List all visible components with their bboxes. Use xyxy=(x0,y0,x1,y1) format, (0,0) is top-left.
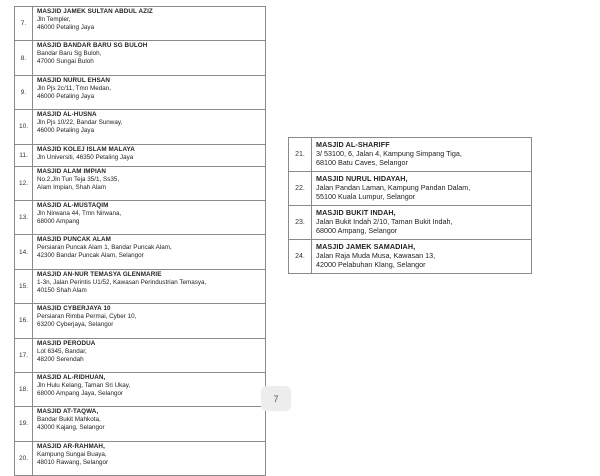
address-line: 47000 Sungai Buloh xyxy=(37,58,94,66)
row-number: 21. xyxy=(289,138,312,172)
address-line: 40150 Shah Alam xyxy=(37,286,87,294)
mosque-entry xyxy=(33,144,266,166)
address-line: 68100 Batu Caves, Selangor xyxy=(316,158,408,168)
address-line: Jalan Pandan Laman, Kampung Pandan Dalam, xyxy=(316,183,471,193)
mosque-entry xyxy=(312,206,532,240)
address-line: 42300 Bandar Puncak Alam, Selangor xyxy=(37,252,144,260)
address-line: Jln Universiti, 46350 Petaling Jaya xyxy=(37,153,134,161)
mosque-entry xyxy=(33,41,266,75)
table-row xyxy=(15,338,266,372)
table-row xyxy=(15,41,266,75)
address-line: 1-3n, Jalan Perintis U1/52, Kawasan Perindustrian Temasya, xyxy=(37,278,207,286)
mosque-name: MASJID PUNCAK ALAM xyxy=(37,236,111,244)
mosque-entry xyxy=(33,75,266,109)
mosque-entry xyxy=(33,338,266,372)
mosque-entry xyxy=(33,372,266,406)
table-row xyxy=(15,144,266,166)
address-line: Jln Pjs 2c/11, Tmn Medan, xyxy=(37,84,111,92)
table-row xyxy=(289,240,532,274)
table-row xyxy=(15,166,266,200)
row-number: 19. xyxy=(15,407,33,441)
mosque-entry xyxy=(33,269,266,303)
table-row xyxy=(15,407,266,441)
address-line: Persiaran Puncak Alam 1, Bandar Puncak Alam, xyxy=(37,244,172,252)
table-row xyxy=(15,110,266,144)
mosque-name: MASJID AT-TAQWA, xyxy=(37,408,99,416)
mosque-name: MASJID AR-RAHMAH, xyxy=(37,442,105,450)
address-line: Jln Hulu Kelang, Taman Sri Ukay, xyxy=(37,381,131,389)
mosque-name: MASJID BUKIT INDAH, xyxy=(316,208,396,217)
address-line: 46000 Petaling Jaya xyxy=(37,24,95,32)
row-number: 18. xyxy=(15,372,33,406)
row-number: 7. xyxy=(15,7,33,41)
address-line: 43000 Kajang, Selangor xyxy=(37,424,105,432)
address-line: Persiaran Rimba Permai, Cyber 10, xyxy=(37,313,137,321)
address-line: 63200 Cyberjaya, Selangor xyxy=(37,321,114,329)
address-line: Alam Impian, Shah Alam xyxy=(37,183,106,191)
address-line: 46000 Petaling Jaya xyxy=(37,127,95,135)
address-line: 42000 Pelabuhan Klang, Selangor xyxy=(316,260,426,270)
table-row xyxy=(15,7,266,41)
row-number: 16. xyxy=(15,304,33,338)
table-row xyxy=(15,441,266,475)
mosque-name: MASJID AL-SHARIFF xyxy=(316,140,390,149)
row-number: 14. xyxy=(15,235,33,269)
address-line: Jln Pjs 10/22, Bandar Sunway, xyxy=(37,119,123,127)
mosque-name: MASJID CYBERJAYA 10 xyxy=(37,305,111,313)
table-row xyxy=(15,75,266,109)
address-line: Lot 6345, Bandar, xyxy=(37,347,87,355)
row-number: 9. xyxy=(15,75,33,109)
row-number: 12. xyxy=(15,166,33,200)
row-number: 20. xyxy=(15,441,33,475)
mosque-entry xyxy=(33,441,266,475)
row-number: 8. xyxy=(15,41,33,75)
mosque-name: MASJID AL-RIDHUAN, xyxy=(37,373,106,381)
table-row xyxy=(289,172,532,206)
address-line: 48200 Serendah xyxy=(37,355,84,363)
address-line: Bandar Baru Sg Buloh, xyxy=(37,50,102,58)
address-line: 48010 Rawang, Selangor xyxy=(37,458,109,466)
mosque-name: MASJID NURUL HIDAYAH, xyxy=(316,174,408,183)
mosque-entry xyxy=(33,110,266,144)
address-line: Jln Templer, xyxy=(37,16,71,24)
address-line: No.2,Jln Tun Teja 35/1, Ss35, xyxy=(37,175,120,183)
mosque-entry xyxy=(33,304,266,338)
row-number: 17. xyxy=(15,338,33,372)
address-line: Jalan Raja Muda Musa, Kawasan 13, xyxy=(316,251,436,261)
mosque-name: MASJID KOLEJ ISLAM MALAYA xyxy=(37,145,135,153)
address-line: Jalan Bukit Indah 2/10, Taman Bukit Indah, xyxy=(316,217,453,227)
mosque-name: MASJID AL-HUSNA xyxy=(37,111,97,119)
mosque-name: MASJID NURUL EHSAN xyxy=(37,76,111,84)
mosque-name: MASJID PERODUA xyxy=(37,339,96,347)
mosque-entry xyxy=(33,166,266,200)
mosque-name: MASJID JAMEK SAMADIAH, xyxy=(316,242,416,251)
mosque-name: MASJID ALAM IMPIAN xyxy=(37,167,107,175)
row-number: 23. xyxy=(289,206,312,240)
mosque-entry xyxy=(33,407,266,441)
address-line: 68000 Ampang, Selangor xyxy=(316,226,398,236)
mosque-entry xyxy=(312,138,532,172)
mosque-name: MASJID JAMEK SULTAN ABDUL AZIZ xyxy=(37,8,153,15)
mosque-entry xyxy=(312,240,532,274)
row-number: 11. xyxy=(15,144,33,166)
table-row xyxy=(289,138,532,172)
row-number: 22. xyxy=(289,172,312,206)
table-row xyxy=(15,372,266,406)
mosque-entry xyxy=(33,235,266,269)
row-number: 24. xyxy=(289,240,312,274)
page-number-badge: 7 xyxy=(261,386,291,411)
mosque-table-left xyxy=(14,6,266,476)
row-number: 10. xyxy=(15,110,33,144)
address-line: Kampung Sungai Buaya, xyxy=(37,450,107,458)
address-line: 55100 Kuala Lumpur, Selangor xyxy=(316,192,416,202)
mosque-entry xyxy=(33,7,266,41)
address-line: 3/ 53100, 6, Jalan 4, Kampung Simpang Tiga, xyxy=(316,149,462,159)
address-line: Bandar Bukit Mahkota, xyxy=(37,416,101,424)
table-row xyxy=(15,269,266,303)
address-line: 46000 Petaling Jaya xyxy=(37,92,95,100)
mosque-entry xyxy=(312,172,532,206)
address-line: 68000 Ampang Jaya, Selangor xyxy=(37,390,124,397)
address-line: Jln Nirwana 44, Tmn Nirwana, xyxy=(37,210,122,217)
table-row xyxy=(289,206,532,240)
mosque-entry xyxy=(33,200,266,234)
mosque-name: MASJID BANDAR BARU SG BULOH xyxy=(37,42,148,50)
table-row xyxy=(15,200,266,234)
table-row xyxy=(15,304,266,338)
row-number: 13. xyxy=(15,200,33,234)
mosque-table-right xyxy=(288,137,532,274)
address-line: 68000 Ampang xyxy=(37,218,80,226)
mosque-name: MASJID AL-MUSTAQIM xyxy=(37,201,109,209)
mosque-name: MASJID AN-NUR TEMASYA GLENMARIE xyxy=(37,270,162,278)
table-row xyxy=(15,235,266,269)
row-number: 15. xyxy=(15,269,33,303)
